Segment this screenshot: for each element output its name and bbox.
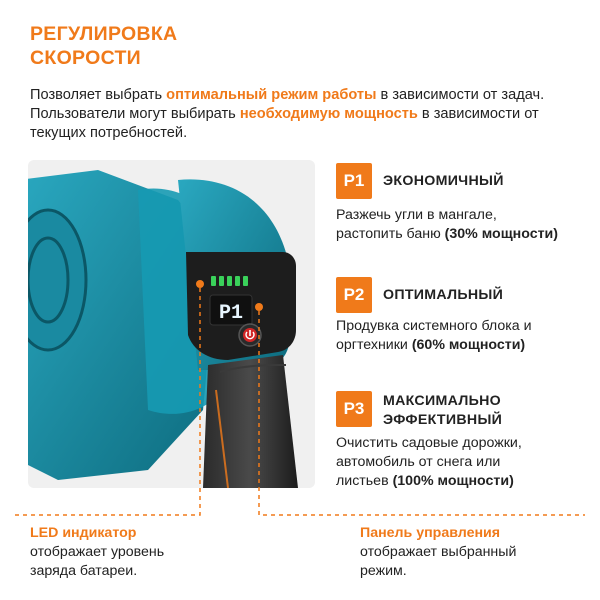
led-caption bbox=[30, 524, 164, 581]
mode-badge-p2: P2 bbox=[336, 277, 372, 313]
page-title-line2: СКОРОСТИ bbox=[30, 47, 141, 69]
mode-name-p3-line2: ЭФФЕКТИВНЫЙ bbox=[383, 412, 503, 428]
mode-desc-p3-line1: Очистить садовые дорожки, bbox=[336, 435, 522, 451]
mode-badge-p3: P3 bbox=[336, 391, 372, 427]
intro-text-3: в зависимости от текущих потребностей. bbox=[30, 106, 539, 141]
mode-name-p1: ЭКОНОМИЧНЫЙ bbox=[383, 173, 504, 189]
led-caption-title: LED индикатор bbox=[30, 525, 137, 541]
intro-text-1: Позволяет выбрать bbox=[30, 87, 167, 103]
intro-highlight-mode: оптимальный режим работы bbox=[166, 87, 377, 103]
panel-caption-title: Панель управления bbox=[360, 525, 501, 541]
led-callout-line bbox=[15, 288, 200, 515]
panel-caption bbox=[360, 524, 516, 581]
panel-caption-line1: отображает выбранный bbox=[360, 544, 517, 560]
mode-desc-p2-power: (60% мощности) bbox=[411, 337, 526, 353]
mode-desc-p2-line2-text: оргтехники bbox=[336, 337, 412, 353]
mode-name-p3-line1: МАКСИМАЛЬНО bbox=[383, 393, 501, 409]
mode-name-p2: ОПТИМАЛЬНЫЙ bbox=[383, 287, 504, 303]
mode-desc-p1-line1: Разжечь угли в мангале, bbox=[336, 207, 497, 223]
mode-desc-p3-power: (100% мощности) bbox=[392, 473, 514, 489]
led-caption-line2: заряда батареи. bbox=[30, 563, 138, 579]
intro-text-2: в зависимости от задач. Пользователи могут выбирать bbox=[30, 87, 545, 122]
panel-caption-line2: режим. bbox=[360, 563, 407, 579]
mode-desc-p3-line3-text: листьев bbox=[336, 473, 393, 489]
mode-badge-p1: P1 bbox=[336, 163, 372, 199]
mode-desc-p3-line2: автомобиль от снега или bbox=[336, 454, 501, 470]
mode-desc-p1-line2-text: растопить баню bbox=[336, 226, 445, 242]
led-caption-line1: отображает уровень bbox=[30, 544, 165, 560]
mode-desc-p2-line1: Продувка системного блока и bbox=[336, 318, 532, 334]
intro-highlight-power: необходимую мощность bbox=[239, 106, 418, 122]
mode-display-text: P1 bbox=[218, 302, 244, 325]
page-title-line1: РЕГУЛИРОВКА bbox=[30, 23, 178, 45]
mode-desc-p1-power: (30% мощности) bbox=[444, 226, 558, 242]
panel-callout-line bbox=[259, 311, 585, 515]
